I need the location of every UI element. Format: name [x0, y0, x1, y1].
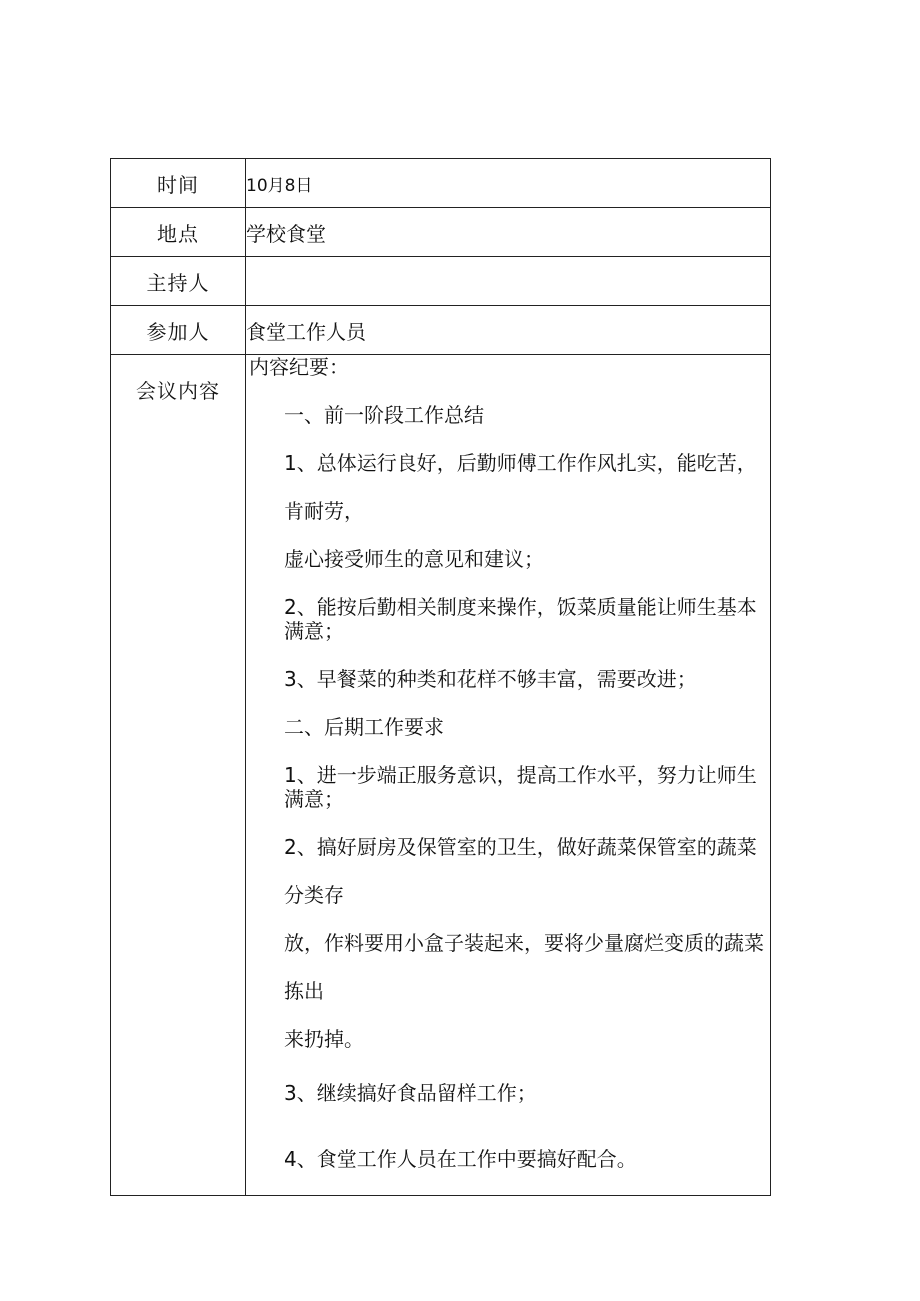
section1-title: 一、前一阶段工作总结: [284, 403, 484, 427]
table-row-host: [111, 257, 771, 306]
location-label: 地点: [111, 208, 246, 257]
s2-item1: 1、进一步端正服务意识，提高工作水平，努力让师生满意；: [284, 763, 757, 811]
table-row-time: [111, 159, 771, 208]
host-label: 主持人: [111, 257, 246, 306]
time-label: 时间: [111, 159, 246, 208]
s1-item1-line2: 虚心接受师生的意见和建议；: [284, 547, 544, 571]
content-intro: 内容纪要：: [249, 355, 349, 379]
content-label: 会议内容: [111, 355, 246, 1196]
s1-item1: [246, 439, 770, 583]
s2-item4: 4、食堂工作人员在工作中要搞好配合。: [284, 1147, 637, 1171]
s1-item1-line1: 1、总体运行良好，后勤师傅工作作风扎实，能吃苦，肯耐劳，: [284, 451, 757, 523]
location-value: 学校食堂: [246, 208, 771, 257]
table-row-content: [111, 355, 771, 1196]
s1-item3: 3、早餐菜的种类和花样不够丰富，需要改进；: [284, 667, 697, 691]
s2-item2: [246, 823, 770, 1063]
s2-item2-line2: 放，作料要用小盒子装起来，要将少量腐烂变质的蔬菜拣出: [284, 931, 764, 1003]
s2-item3: 3、继续搞好食品留样工作；: [284, 1081, 537, 1105]
section2-title: 二、后期工作要求: [284, 715, 444, 739]
s2-item2-line3: 来扔掉。: [284, 1027, 364, 1051]
table-row-participants: [111, 306, 771, 355]
s1-item2: 2、能按后勤相关制度来操作，饭菜质量能让师生基本满意；: [284, 595, 757, 643]
meeting-record-table: [110, 158, 771, 1196]
host-value: [246, 257, 771, 306]
content-body: [246, 355, 771, 1196]
participants-value: 食堂工作人员: [246, 306, 771, 355]
time-value: 10月8日: [246, 159, 771, 208]
participants-label: 参加人: [111, 306, 246, 355]
s2-item2-line1: 2、搞好厨房及保管室的卫生，做好蔬菜保管室的蔬菜分类存: [284, 835, 757, 907]
table-row-location: [111, 208, 771, 257]
